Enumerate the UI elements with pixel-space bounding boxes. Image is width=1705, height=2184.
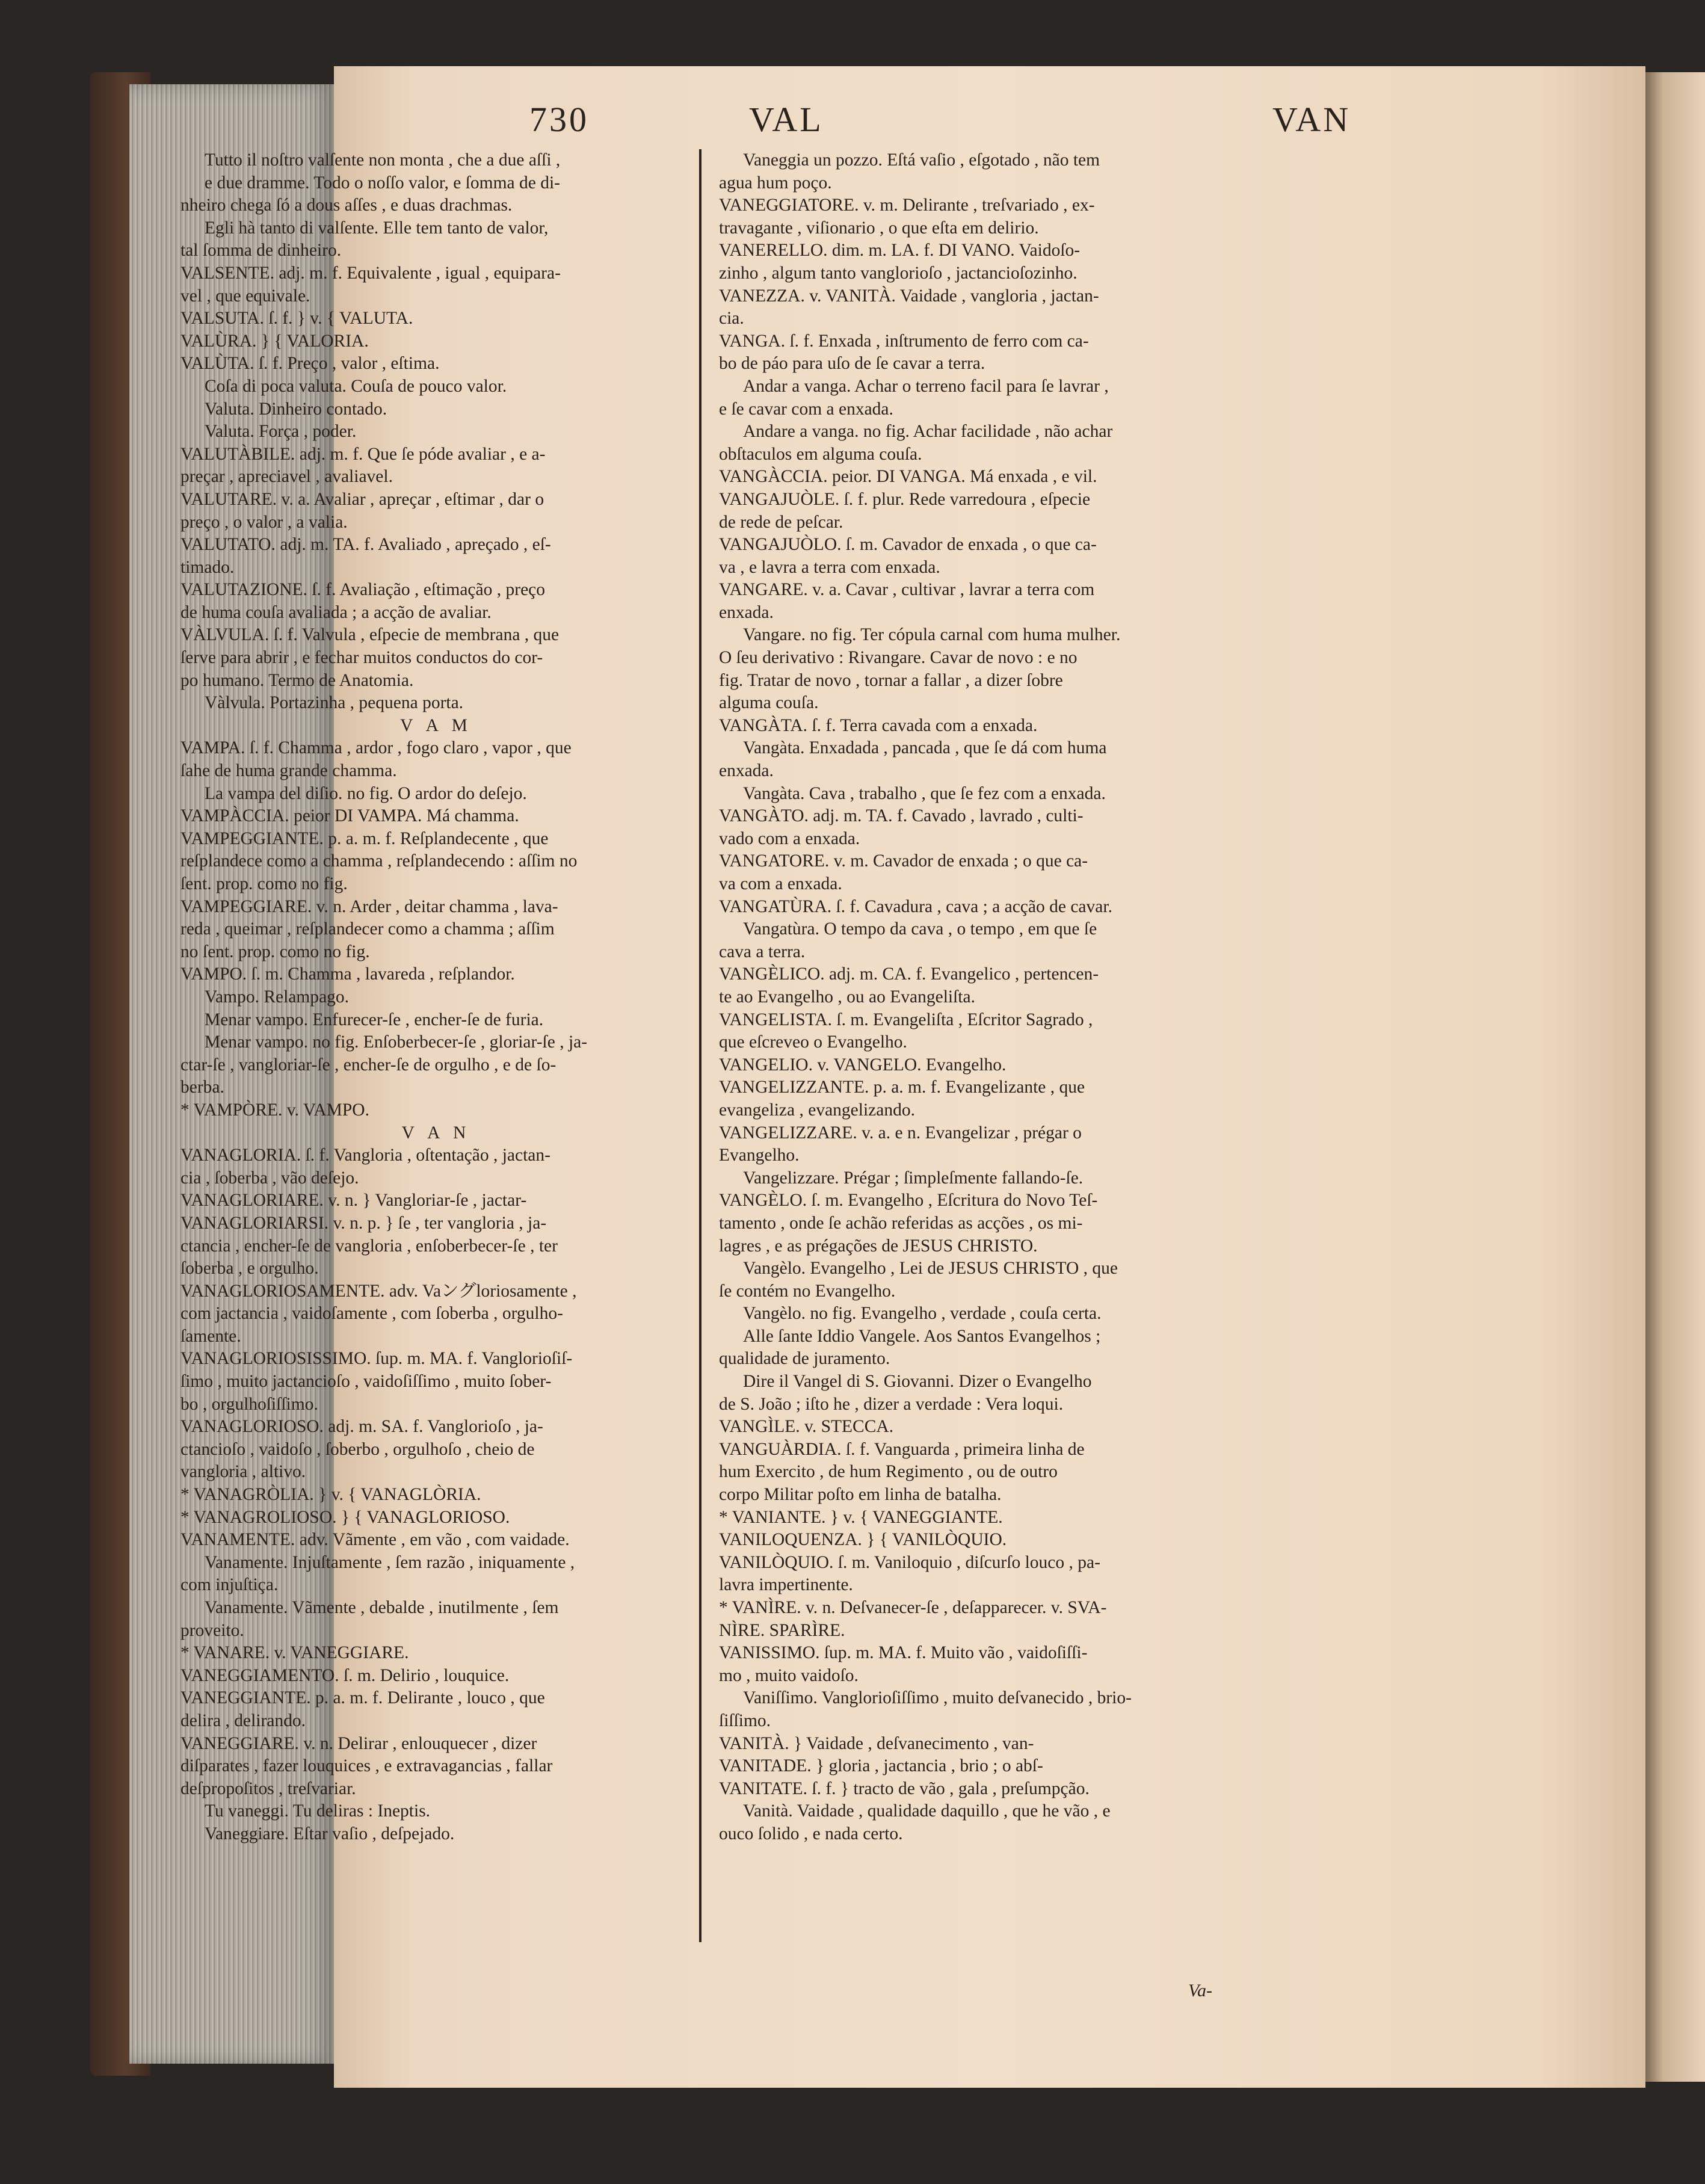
page-number: 730: [529, 100, 589, 139]
text-line: VANGELISTA. ſ. m. Evangeliſta , Eſcritor Sagrado ,: [719, 1010, 1093, 1029]
text-line: evangeliza , evangelizando.: [719, 1100, 915, 1120]
text-line: enxada.: [719, 602, 774, 622]
text-line: VANERELLO. dim. m. LA. f. DI VANO. Vaidoſo-: [719, 241, 1081, 261]
text-line: preçar , apreciavel , avaliavel.: [180, 467, 393, 487]
text-line: VALSUTA. ſ. f. } v. { VALUTA.: [180, 309, 413, 329]
text-line: Tutto il noſtro valſente non monta , che a due aſſi ,: [205, 150, 561, 170]
text-line: ſamente.: [180, 1326, 241, 1346]
text-line: mo , muito vaidoſo.: [719, 1665, 859, 1685]
text-line: VANITATE. ſ. f. } tracto de vão , gala , preſumpção.: [719, 1778, 1090, 1798]
text-line: berba.: [180, 1078, 224, 1097]
text-line: Menar vampo. no fig. Enſoberbecer-ſe , gloriar-ſe , ja-: [205, 1032, 588, 1052]
text-line: VANEGGIATORE. v. m. Delirante , treſvariado , ex-: [719, 196, 1095, 215]
text-line: * VANAGROLIOSO. } { VANAGLORIOSO.: [180, 1507, 510, 1527]
text-line: Vanamente. Vãmente , debalde , inutilmente , ſem: [205, 1598, 559, 1617]
text-line: O ſeu derivativo : Rivangare. Cavar de novo : e no: [719, 648, 1078, 668]
right-column: [719, 149, 1230, 1846]
text-line: Tu vaneggi. Tu deliras : Ineptis.: [205, 1801, 431, 1821]
text-line: Vaneggia un pozzo. Eſtá vaſio , eſgotado , não tem: [743, 150, 1100, 170]
text-line: VANGÀTO. adj. m. TA. f. Cavado , lavrado , culti-: [719, 806, 1084, 826]
text-line: VALÙTA. ſ. f. Preço , valor , eſtima.: [180, 354, 440, 374]
text-line: VANGAJUÒLE. ſ. f. plur. Rede varredoura , eſpecie: [719, 489, 1091, 509]
text-line: VANISSIMO. ſup. m. MA. f. Muito vão , vaidoſiſſi-: [719, 1643, 1088, 1663]
text-line: VANAGLORIA. ſ. f. Vangloria , oſtentação , jactan-: [180, 1146, 550, 1165]
text-line: no ſent. prop. como no fig.: [180, 942, 370, 961]
text-line: deſpropoſitos , treſvariar.: [180, 1778, 356, 1798]
text-line: enxada.: [719, 761, 774, 781]
text-line: delira , delirando.: [180, 1710, 306, 1730]
text-line: zinho , algum tanto vanglorioſo , jactancioſozinho.: [719, 263, 1078, 283]
text-line: cia , ſoberba , vão deſejo.: [180, 1168, 359, 1188]
text-line: VANGÀTA. ſ. f. Terra cavada com a enxada.: [719, 715, 1038, 735]
text-line: VANGUÀRDIA. ſ. f. Vanguarda , primeira linha de: [719, 1439, 1085, 1459]
text-line: cava a terra.: [719, 942, 806, 961]
text-line: VANGARE. v. a. Cavar , cultivar , lavrar a terra com: [719, 580, 1095, 600]
text-line: VANGATORE. v. m. Cavador de enxada ; o que ca-: [719, 851, 1088, 871]
text-line: La vampa del diſio. no fig. O ardor do deſejo.: [205, 783, 527, 803]
text-line: cia.: [719, 309, 744, 329]
text-line: Vangèlo. no fig. Evangelho , verdade , couſa certa.: [743, 1304, 1102, 1324]
text-line: * VANARE. v. VANEGGIARE.: [180, 1643, 409, 1663]
text-line: VAMPO. ſ. m. Chamma , lavareda , reſplandor.: [180, 964, 515, 984]
header-right: VAN: [1272, 100, 1351, 139]
text-line: Vangèlo. Evangelho , Lei de JESUS CHRISTO , que: [743, 1259, 1118, 1279]
text-line: va com a enxada.: [719, 874, 842, 893]
text-line: Vangatùra. O tempo da cava , o tempo , em que ſe: [743, 919, 1097, 939]
text-line: que eſcreveo o Evangelho.: [719, 1032, 907, 1052]
text-line: com jactancia , vaidoſamente , com ſoberba , orgulho-: [180, 1304, 563, 1324]
text-line: VANEZZA. v. VANITÀ. Vaidade , vangloria , jactan-: [719, 286, 1099, 306]
text-line: corpo Militar poſto em linha de batalha.: [719, 1485, 1002, 1505]
text-line: VANGELIZZANTE. p. a. m. f. Evangelizante , que: [719, 1078, 1085, 1097]
text-line: tal ſomma de dinheiro.: [180, 241, 342, 261]
text-line: de huma couſa avaliada ; a acção de avaliar.: [180, 602, 492, 622]
text-line: ctancia , encher-ſe de vangloria , enſoberbecer-ſe , ter: [180, 1236, 558, 1256]
text-line: vel , que equivale.: [180, 286, 310, 306]
text-line: Vaneggiare. Eſtar vaſio , deſpejado.: [205, 1824, 455, 1843]
text-line: VANGELIZZARE. v. a. e n. Evangelizar , prégar o: [719, 1123, 1082, 1143]
text-line: Vampo. Relampago.: [205, 987, 350, 1007]
text-line: VAMPÀCCIA. peior DI VAMPA. Má chamma.: [180, 806, 519, 826]
text-line: qualidade de juramento.: [719, 1349, 890, 1369]
text-line: VANILÒQUIO. ſ. m. Vaniloquio , diſcurſo louco , pa-: [719, 1552, 1100, 1572]
text-line: de rede de peſcar.: [719, 512, 843, 532]
facing-page-edge: [1645, 72, 1705, 2082]
text-line: Dire il Vangel di S. Giovanni. Dizer o Evangelho: [743, 1372, 1092, 1392]
text-line: Vangelizzare. Prégar ; ſimpleſmente fallando-ſe.: [743, 1168, 1084, 1188]
text-line: ſahe de huma grande chamma.: [180, 761, 397, 781]
text-line: * VANAGRÒLIA. } v. { VANAGLÒRIA.: [180, 1485, 481, 1505]
text-line: VALUTATO. adj. m. TA. f. Avaliado , apreçado , eſ-: [180, 535, 551, 555]
text-line: VANGÈLICO. adj. m. CA. f. Evangelico , pertencen-: [719, 964, 1099, 984]
text-line: ctar-ſe , vangloriar-ſe , encher-ſe de orgulho , e de ſo-: [180, 1055, 557, 1075]
text-line: VANGÌLE. v. STECCA.: [719, 1417, 894, 1437]
text-line: VANGÈLO. ſ. m. Evangelho , Eſcritura do Novo Teſ-: [719, 1191, 1098, 1211]
text-line: VANGATÙRA. ſ. f. Cavadura , cava ; a acção de cavar.: [719, 896, 1112, 916]
text-line: * VANIANTE. } v. { VANEGGIANTE.: [719, 1507, 1003, 1527]
text-line: VALSENTE. adj. m. f. Equivalente , igual , equipara-: [180, 263, 561, 283]
text-line: VANGAJUÒLO. ſ. m. Cavador de enxada , o que ca-: [719, 535, 1097, 555]
left-column: [180, 149, 692, 1846]
text-line: obſtaculos em alguma couſa.: [719, 444, 922, 464]
text-line: agua hum poço.: [719, 173, 832, 193]
text-line: bo de páo para uſo de ſe cavar a terra.: [719, 354, 985, 374]
text-line: ſe contém no Evangelho.: [719, 1281, 896, 1301]
text-line: NÌRE. SPARÌRE.: [719, 1620, 845, 1640]
text-line: V A N: [401, 1123, 471, 1143]
column-rule: [699, 149, 701, 1942]
text-line: va , e lavra a terra com enxada.: [719, 557, 940, 577]
text-line: Andare a vanga. no fig. Achar facilidade , não achar: [743, 422, 1113, 442]
text-line: VANGELIO. v. VANGELO. Evangelho.: [719, 1055, 1007, 1075]
text-line: Evangelho.: [719, 1146, 800, 1165]
text-line: VAMPEGGIARE. v. n. Arder , deitar chamma , lava-: [180, 896, 558, 916]
text-line: po humano. Termo de Anatomia.: [180, 670, 414, 690]
text-line: Vàlvula. Portazinha , pequena porta.: [205, 693, 464, 713]
text-line: Vangàta. Cava , trabalho , que ſe fez com a enxada.: [743, 783, 1106, 803]
text-line: ouco ſolido , e nada certo.: [719, 1824, 903, 1843]
text-line: Vangare. no fig. Ter cópula carnal com huma mulher.: [743, 625, 1121, 645]
text-line: Egli hà tanto di valſente. Elle tem tanto de valor,: [205, 218, 549, 238]
text-line: ſoberba , e orgulho.: [180, 1259, 319, 1279]
text-line: timado.: [180, 557, 235, 577]
text-line: VANAGLORIOSISSIMO. ſup. m. MA. f. Vanglorioſiſ-: [180, 1349, 573, 1369]
text-line: lagres , e as prégações de JESUS CHRISTO.: [719, 1236, 1038, 1256]
text-line: VAMPEGGIANTE. p. a. m. f. Reſplandecente , que: [180, 828, 549, 848]
text-line: travagante , viſionario , o que eſta em delirio.: [719, 218, 1039, 238]
text-line: VALUTÀBILE. adj. m. f. Que ſe póde avaliar , e a-: [180, 444, 546, 464]
text-line: Andar a vanga. Achar o terreno facil para ſe lavrar ,: [743, 376, 1109, 396]
text-line: ſerve para abrir , e fechar muitos conductos do cor-: [180, 648, 543, 668]
text-line: bo , orgulhoſiſſimo.: [180, 1394, 318, 1414]
text-line: Menar vampo. Enfurecer-ſe , encher-ſe de furia.: [205, 1010, 544, 1029]
text-line: VALUTARE. v. a. Avaliar , apreçar , eſtimar , dar o: [180, 489, 544, 509]
text-line: VANAGLORIOSAMENTE. adv. Vaングloriosamente ,: [180, 1281, 577, 1301]
text-line: de S. João ; iſto he , dizer a verdade : Vera loqui.: [719, 1394, 1064, 1414]
text-line: * VANÌRE. v. n. Deſvanecer-ſe , deſapparecer. v. SVA-: [719, 1598, 1107, 1617]
text-line: VANGÀCCIA. peior. DI VANGA. Má enxada , e vil.: [719, 467, 1097, 487]
text-line: VANAGLORIOSO. adj. m. SA. f. Vanglorioſo , ja-: [180, 1417, 543, 1437]
text-line: VANEGGIANTE. p. a. m. f. Delirante , louco , que: [180, 1688, 545, 1708]
text-line: VALUTAZIONE. ſ. f. Avaliação , eſtimação , preço: [180, 580, 546, 600]
text-line: Valuta. Dinheiro contado.: [205, 399, 387, 419]
text-line: VANEGGIARE. v. n. Delirar , enlouquecer , dizer: [180, 1733, 537, 1753]
text-line: com injuſtiça.: [180, 1575, 279, 1595]
text-line: Coſa di poca valuta. Couſa de pouco valor.: [205, 376, 507, 396]
text-line: Alle ſante Iddio Vangele. Aos Santos Evangelhos ;: [743, 1326, 1101, 1346]
text-line: te ao Evangelho , ou ao Evangeliſta.: [719, 987, 975, 1007]
text-line: ſiſſimo.: [719, 1710, 771, 1730]
text-line: VANITADE. } gloria , jactancia , brio ; o abſ-: [719, 1756, 1043, 1776]
text-line: diſparates , fazer louquices , e extravagancias , fallar: [180, 1756, 553, 1776]
text-line: lavra impertinente.: [719, 1575, 853, 1595]
text-line: e ſe cavar com a enxada.: [719, 399, 893, 419]
text-line: vangloria , altivo.: [180, 1462, 306, 1482]
text-line: * VAMPÒRE. v. VAMPO.: [180, 1100, 369, 1120]
text-line: Valuta. Força , poder.: [205, 422, 357, 442]
text-line: VANEGGIAMENTO. ſ. m. Delirio , louquice.: [180, 1665, 510, 1685]
text-line: Vaniſſimo. Vanglorioſiſſimo , muito deſvanecido , brio-: [743, 1688, 1132, 1708]
text-line: ſimo , muito jactancioſo , vaidoſiſſimo , muito ſober-: [180, 1372, 552, 1392]
text-line: V A M: [400, 715, 472, 735]
text-line: ctancioſo , vaidoſo , ſoberbo , orgulhoſo , cheio de: [180, 1439, 535, 1459]
text-line: Vanamente. Injuſtamente , ſem razão , iniquamente ,: [205, 1552, 575, 1572]
text-line: VAMPA. ſ. f. Chamma , ardor , fogo claro , vapor , que: [180, 738, 572, 758]
header-left: VAL: [749, 100, 824, 139]
text-line: VANITÀ. } Vaidade , deſvanecimento , van-: [719, 1733, 1034, 1753]
catchword: Va-: [1188, 1981, 1212, 2000]
text-line: VALÙRA. } { VALORIA.: [180, 331, 369, 351]
text-line: VANAMENTE. adv. Vãmente , em vão , com vaidade.: [180, 1530, 570, 1550]
text-line: vado com a enxada.: [719, 828, 860, 848]
text-line: alguma couſa.: [719, 693, 819, 713]
text-line: hum Exercito , de hum Regimento , ou de outro: [719, 1462, 1058, 1482]
text-line: Vanità. Vaidade , qualidade daquillo , que he vão , e: [743, 1801, 1111, 1821]
text-line: VANGA. ſ. f. Enxada , inſtrumento de ferro com ca-: [719, 331, 1089, 351]
text-line: proveito.: [180, 1620, 244, 1640]
text-line: reſplandece como a chamma , reſplandecendo : aſſim no: [180, 851, 578, 871]
text-line: ſent. prop. como no fig.: [180, 874, 348, 893]
text-line: nheiro chega ſó a dous aſſes , e duas drachmas.: [180, 196, 513, 215]
text-line: tamento , onde ſe achão referidas as acções , os mi-: [719, 1213, 1083, 1233]
text-line: VANAGLORIARSI. v. n. p. } ſe , ter vangloria , ja-: [180, 1213, 547, 1233]
text-line: Vangàta. Enxadada , pancada , que ſe dá com huma: [743, 738, 1107, 758]
text-line: reda , queimar , reſplandecer como a chamma ; aſſim: [180, 919, 555, 939]
text-line: VANILOQUENZA. } { VANILÒQUIO.: [719, 1530, 1007, 1550]
text-line: e due dramme. Todo o noſſo valor, e ſomma de di-: [205, 173, 560, 193]
text-line: VANAGLORIARE. v. n. } Vangloriar-ſe , jactar-: [180, 1191, 527, 1211]
text-line: fig. Tratar de novo , tornar a fallar , a dizer ſobre: [719, 670, 1063, 690]
text-line: preço , o valor , a valia.: [180, 512, 348, 532]
text-line: VÀLVULA. ſ. f. Valvula , eſpecie de membrana , que: [180, 625, 560, 645]
